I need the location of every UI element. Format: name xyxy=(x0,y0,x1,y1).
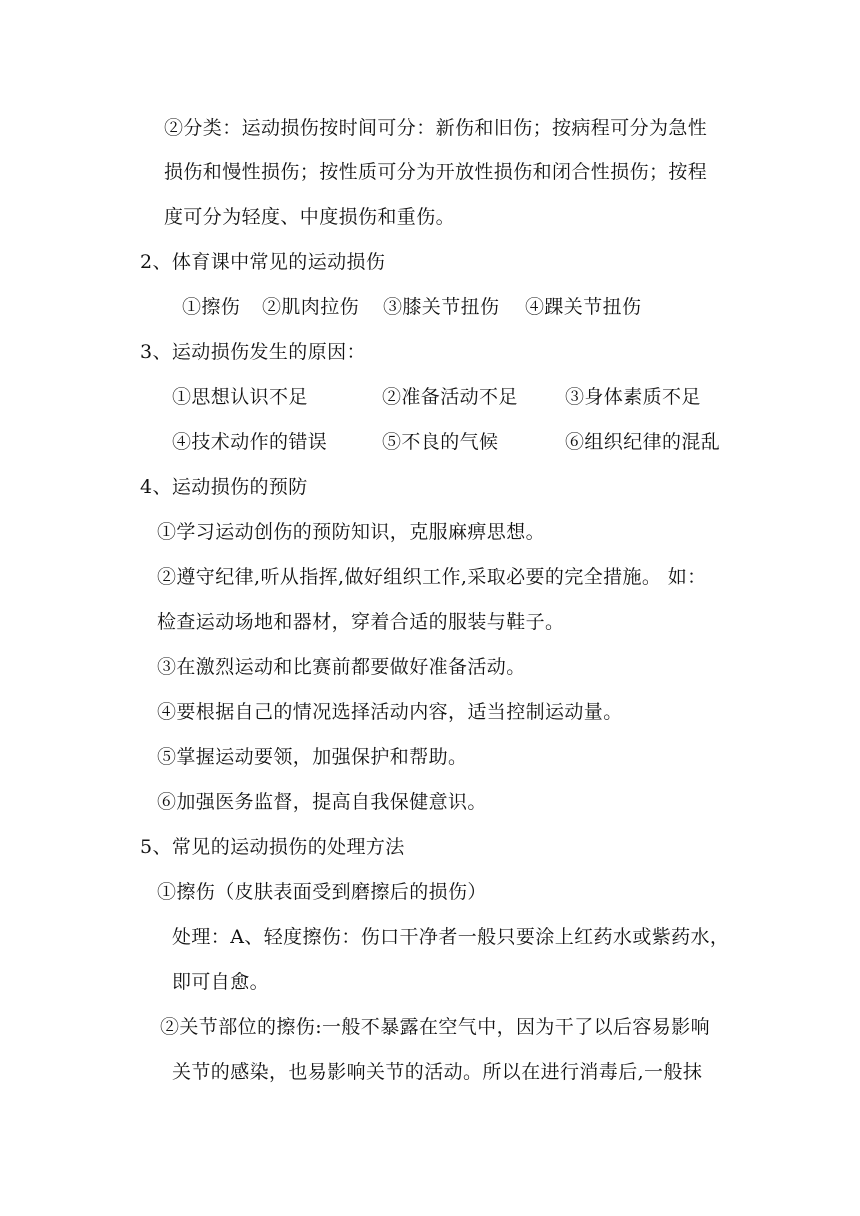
classification-line-3: 度可分为轻度、中度损伤和重伤。 xyxy=(164,206,456,228)
section-3-heading: 3、运动损伤发生的原因： xyxy=(140,341,366,363)
abrasion-treatment-line-2: 即可自愈。 xyxy=(172,971,270,993)
section-2-heading: 2、体育课中常见的运动损伤 xyxy=(140,251,386,273)
prevention-item-1: ①学习运动创伤的预防知识，克服麻痹思想。 xyxy=(157,521,546,543)
injury-type-item: ④踝关节扭伤 xyxy=(525,296,642,318)
prevention-item-6: ⑥加强医务监督，提高自我保健意识。 xyxy=(157,791,487,813)
prevention-item-2-line-1: ②遵守纪律,听从指挥,做好组织工作,采取必要的完全措施。 如： xyxy=(157,566,707,588)
section-4-heading: 4、运动损伤的预防 xyxy=(140,476,308,498)
cause-item: ②准备活动不足 xyxy=(382,386,518,408)
prevention-item-2-line-2: 检查运动场地和器材，穿着合适的服装与鞋子。 xyxy=(157,611,565,633)
cause-item: ①思想认识不足 xyxy=(172,386,308,408)
injury-type-item: ③膝关节扭伤 xyxy=(383,296,500,318)
prevention-item-5: ⑤掌握运动要领，加强保护和帮助。 xyxy=(157,746,468,768)
abrasion-title: ①擦伤（皮肤表面受到磨擦后的损伤） xyxy=(157,881,487,903)
section-5-heading: 5、常见的运动损伤的处理方法 xyxy=(140,836,405,858)
injury-type-item: ②肌肉拉伤 xyxy=(262,296,360,318)
prevention-item-3: ③在激烈运动和比赛前都要做好准备活动。 xyxy=(157,656,526,678)
classification-line-2: 损伤和慢性损伤；按性质可分为开放性损伤和闭合性损伤；按程 xyxy=(164,161,708,183)
prevention-item-4: ④要根据自己的情况选择活动内容，适当控制运动量。 xyxy=(157,701,623,723)
cause-item: ⑥组织纪律的混乱 xyxy=(565,431,721,453)
cause-item: ⑤不良的气候 xyxy=(382,431,499,453)
joint-abrasion-line-2: 关节的感染，也易影响关节的活动。所以在进行消毒后,一般抹 xyxy=(172,1061,703,1083)
cause-item: ③身体素质不足 xyxy=(565,386,701,408)
joint-abrasion-line-1: ②关节部位的擦伤:一般不暴露在空气中，因为干了以后容易影响 xyxy=(160,1016,711,1038)
injury-type-item: ①擦伤 xyxy=(182,296,241,318)
classification-line-1: ②分类：运动损伤按时间可分：新伤和旧伤；按病程可分为急性 xyxy=(164,117,708,139)
cause-item: ④技术动作的错误 xyxy=(172,431,328,453)
abrasion-treatment-line-1: 处理：A、轻度擦伤：伤口干净者一般只要涂上红药水或紫药水， xyxy=(172,926,730,948)
